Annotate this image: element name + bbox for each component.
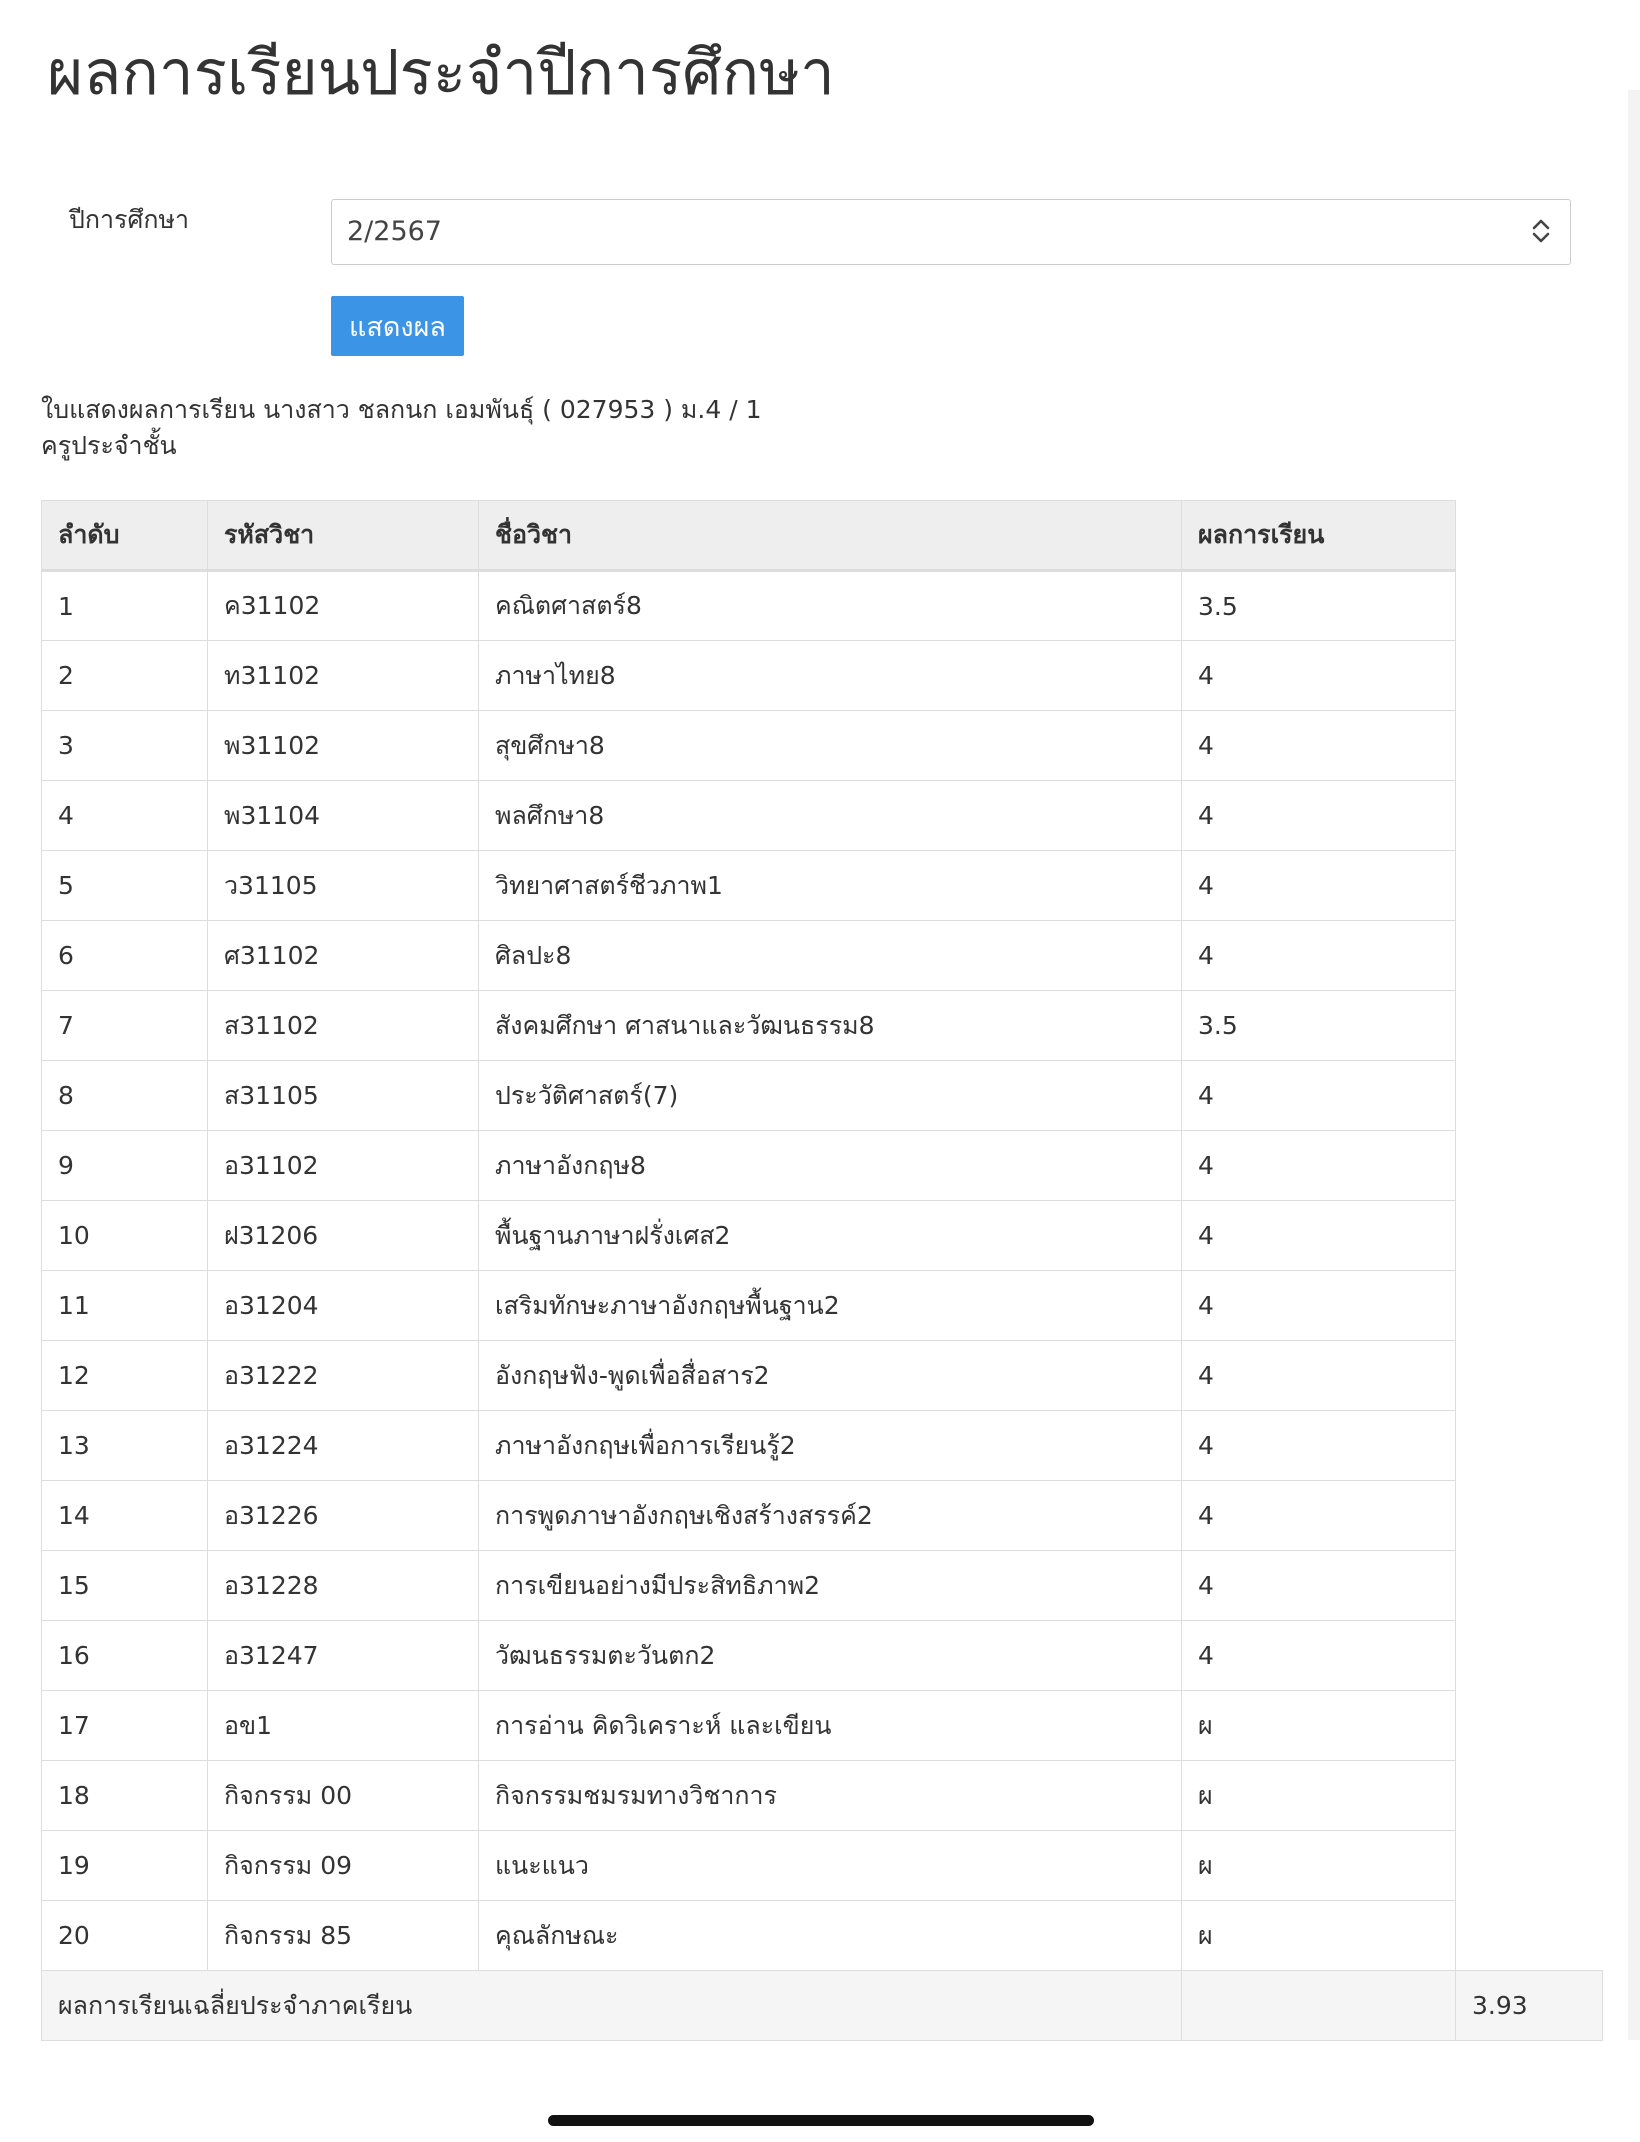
- row-spacer: [1456, 711, 1603, 781]
- row-subject-code: ท31102: [208, 641, 479, 711]
- row-spacer: [1456, 1551, 1603, 1621]
- row-grade: 4: [1182, 851, 1456, 921]
- row-order: 5: [42, 851, 208, 921]
- student-info-line: ใบแสดงผลการเรียน นางสาว ชลกนก เอมพันธุ์ ( 027953 ) ม.4 / 1: [41, 395, 762, 424]
- row-grade: ผ: [1182, 1691, 1456, 1761]
- row-grade: ผ: [1182, 1831, 1456, 1901]
- row-subject-name: วัฒนธรรมตะวันตก2: [479, 1621, 1182, 1691]
- table-row: [42, 1481, 1603, 1551]
- row-subject-name: อังกฤษฟัง-พูดเพื่อสื่อสาร2: [479, 1341, 1182, 1411]
- row-spacer: [1456, 1131, 1603, 1201]
- row-subject-code: ส31102: [208, 991, 479, 1061]
- table-row: [42, 921, 1603, 991]
- row-subject-name: วิทยาศาสตร์ชีวภาพ1: [479, 851, 1182, 921]
- row-grade: 4: [1182, 921, 1456, 991]
- row-subject-code: พ31104: [208, 781, 479, 851]
- home-indicator[interactable]: [548, 2115, 1094, 2126]
- row-spacer: [1456, 1411, 1603, 1481]
- row-subject-name: คุณลักษณะ: [479, 1901, 1182, 1971]
- table-header-row: [42, 501, 1603, 571]
- row-subject-name: แนะแนว: [479, 1831, 1182, 1901]
- header-subject-name: ชื่อวิชา: [479, 501, 1182, 571]
- table-row: [42, 1831, 1603, 1901]
- row-grade: 4: [1182, 1061, 1456, 1131]
- row-order: 7: [42, 991, 208, 1061]
- row-order: 2: [42, 641, 208, 711]
- row-grade: 4: [1182, 641, 1456, 711]
- row-subject-name: กิจกรรมชมรมทางวิชาการ: [479, 1761, 1182, 1831]
- row-order: 9: [42, 1131, 208, 1201]
- row-order: 3: [42, 711, 208, 781]
- row-spacer: [1456, 641, 1603, 711]
- row-subject-name: การพูดภาษาอังกฤษเชิงสร้างสรรค์2: [479, 1481, 1182, 1551]
- chevron-up-down-icon: [1530, 217, 1552, 245]
- semester-average-row: [42, 1971, 1603, 2041]
- row-order: 15: [42, 1551, 208, 1621]
- row-subject-name: คณิตศาสตร์8: [479, 571, 1182, 641]
- table-row: [42, 1551, 1603, 1621]
- table-row: [42, 991, 1603, 1061]
- row-order: 18: [42, 1761, 208, 1831]
- table-row: [42, 641, 1603, 711]
- row-grade: 4: [1182, 1621, 1456, 1691]
- row-spacer: [1456, 1691, 1603, 1761]
- row-order: 10: [42, 1201, 208, 1271]
- homeroom-teacher-line: ครูประจำชั้น: [41, 431, 177, 460]
- row-subject-code: พ31102: [208, 711, 479, 781]
- row-grade: 4: [1182, 711, 1456, 781]
- row-subject-name: พื้นฐานภาษาฝรั่งเศส2: [479, 1201, 1182, 1271]
- row-order: 6: [42, 921, 208, 991]
- table-row: [42, 1201, 1603, 1271]
- table-row: [42, 571, 1603, 641]
- row-subject-code: ส31105: [208, 1061, 479, 1131]
- academic-year-label: ปีการศึกษา: [69, 205, 189, 234]
- row-spacer: [1456, 991, 1603, 1061]
- academic-year-select[interactable]: [331, 199, 1571, 265]
- table-row: [42, 1341, 1603, 1411]
- row-subject-name: ภาษาไทย8: [479, 641, 1182, 711]
- row-order: 14: [42, 1481, 208, 1551]
- row-grade: 3.5: [1182, 571, 1456, 641]
- semester-average-value: 3.93: [1456, 1971, 1603, 2041]
- row-grade: 4: [1182, 1131, 1456, 1201]
- semester-average-label: ผลการเรียนเฉลี่ยประจำภาคเรียน: [42, 1971, 1182, 2041]
- row-subject-name: เสริมทักษะภาษาอังกฤษพื้นฐาน2: [479, 1271, 1182, 1341]
- row-subject-name: ศิลปะ8: [479, 921, 1182, 991]
- row-order: 16: [42, 1621, 208, 1691]
- row-order: 4: [42, 781, 208, 851]
- header-grade: ผลการเรียน: [1182, 501, 1456, 571]
- row-grade: 4: [1182, 1481, 1456, 1551]
- row-spacer: [1456, 1061, 1603, 1131]
- table-row: [42, 851, 1603, 921]
- row-spacer: [1456, 781, 1603, 851]
- row-grade: 4: [1182, 1271, 1456, 1341]
- row-subject-code: อ31224: [208, 1411, 479, 1481]
- row-order: 20: [42, 1901, 208, 1971]
- row-subject-name: การเขียนอย่างมีประสิทธิภาพ2: [479, 1551, 1182, 1621]
- row-subject-code: อ31228: [208, 1551, 479, 1621]
- row-order: 11: [42, 1271, 208, 1341]
- row-spacer: [1456, 1621, 1603, 1691]
- show-results-button[interactable]: แสดงผล: [331, 296, 464, 356]
- row-grade: ผ: [1182, 1761, 1456, 1831]
- row-spacer: [1456, 1271, 1603, 1341]
- row-order: 17: [42, 1691, 208, 1761]
- row-subject-name: สังคมศึกษา ศาสนาและวัฒนธรรม8: [479, 991, 1182, 1061]
- table-row: [42, 1621, 1603, 1691]
- row-spacer: [1456, 571, 1603, 641]
- row-subject-code: อ31102: [208, 1131, 479, 1201]
- table-row: [42, 1061, 1603, 1131]
- row-order: 13: [42, 1411, 208, 1481]
- row-subject-name: พลศึกษา8: [479, 781, 1182, 851]
- grades-table-body: [42, 571, 1603, 2041]
- row-order: 12: [42, 1341, 208, 1411]
- row-subject-code: ฝ31206: [208, 1201, 479, 1271]
- table-row: [42, 1411, 1603, 1481]
- table-row: [42, 1761, 1603, 1831]
- row-spacer: [1456, 921, 1603, 991]
- table-row: [42, 1901, 1603, 1971]
- row-subject-code: กิจกรรม 85: [208, 1901, 479, 1971]
- page-title: ผลการเรียนประจำปีการศึกษา: [47, 36, 835, 109]
- header-order: ลำดับ: [42, 501, 208, 571]
- row-grade: 4: [1182, 1341, 1456, 1411]
- academic-year-selected-value: 2/2567: [347, 216, 442, 247]
- row-grade: 4: [1182, 781, 1456, 851]
- row-subject-code: อ31247: [208, 1621, 479, 1691]
- table-row: [42, 1271, 1603, 1341]
- row-spacer: [1456, 851, 1603, 921]
- row-subject-name: ประวัติศาสตร์(7): [479, 1061, 1182, 1131]
- row-spacer: [1456, 1761, 1603, 1831]
- header-spacer: [1456, 501, 1603, 571]
- header-subject-code: รหัสวิชา: [208, 501, 479, 571]
- row-subject-name: ภาษาอังกฤษ8: [479, 1131, 1182, 1201]
- row-order: 1: [42, 571, 208, 641]
- row-subject-code: กิจกรรม 09: [208, 1831, 479, 1901]
- row-subject-name: สุขศึกษา8: [479, 711, 1182, 781]
- grades-table: [41, 500, 1603, 2041]
- row-spacer: [1456, 1901, 1603, 1971]
- row-subject-code: อ31204: [208, 1271, 479, 1341]
- row-grade: 4: [1182, 1551, 1456, 1621]
- row-spacer: [1456, 1831, 1603, 1901]
- row-grade: ผ: [1182, 1901, 1456, 1971]
- row-subject-code: ศ31102: [208, 921, 479, 991]
- row-subject-code: อข1: [208, 1691, 479, 1761]
- row-subject-code: อ31226: [208, 1481, 479, 1551]
- row-subject-code: ว31105: [208, 851, 479, 921]
- row-subject-code: อ31222: [208, 1341, 479, 1411]
- row-order: 19: [42, 1831, 208, 1901]
- row-spacer: [1456, 1341, 1603, 1411]
- scrollbar-track[interactable]: [1628, 90, 1640, 2040]
- row-subject-name: การอ่าน คิดวิเคราะห์ และเขียน: [479, 1691, 1182, 1761]
- row-subject-code: กิจกรรม 00: [208, 1761, 479, 1831]
- table-row: [42, 1691, 1603, 1761]
- row-grade: 4: [1182, 1411, 1456, 1481]
- table-row: [42, 1131, 1603, 1201]
- row-subject-code: ค31102: [208, 571, 479, 641]
- row-grade: 4: [1182, 1201, 1456, 1271]
- semester-average-spacer: [1182, 1971, 1456, 2041]
- row-order: 8: [42, 1061, 208, 1131]
- table-row: [42, 781, 1603, 851]
- row-spacer: [1456, 1201, 1603, 1271]
- row-grade: 3.5: [1182, 991, 1456, 1061]
- table-row: [42, 711, 1603, 781]
- row-subject-name: ภาษาอังกฤษเพื่อการเรียนรู้2: [479, 1411, 1182, 1481]
- row-spacer: [1456, 1481, 1603, 1551]
